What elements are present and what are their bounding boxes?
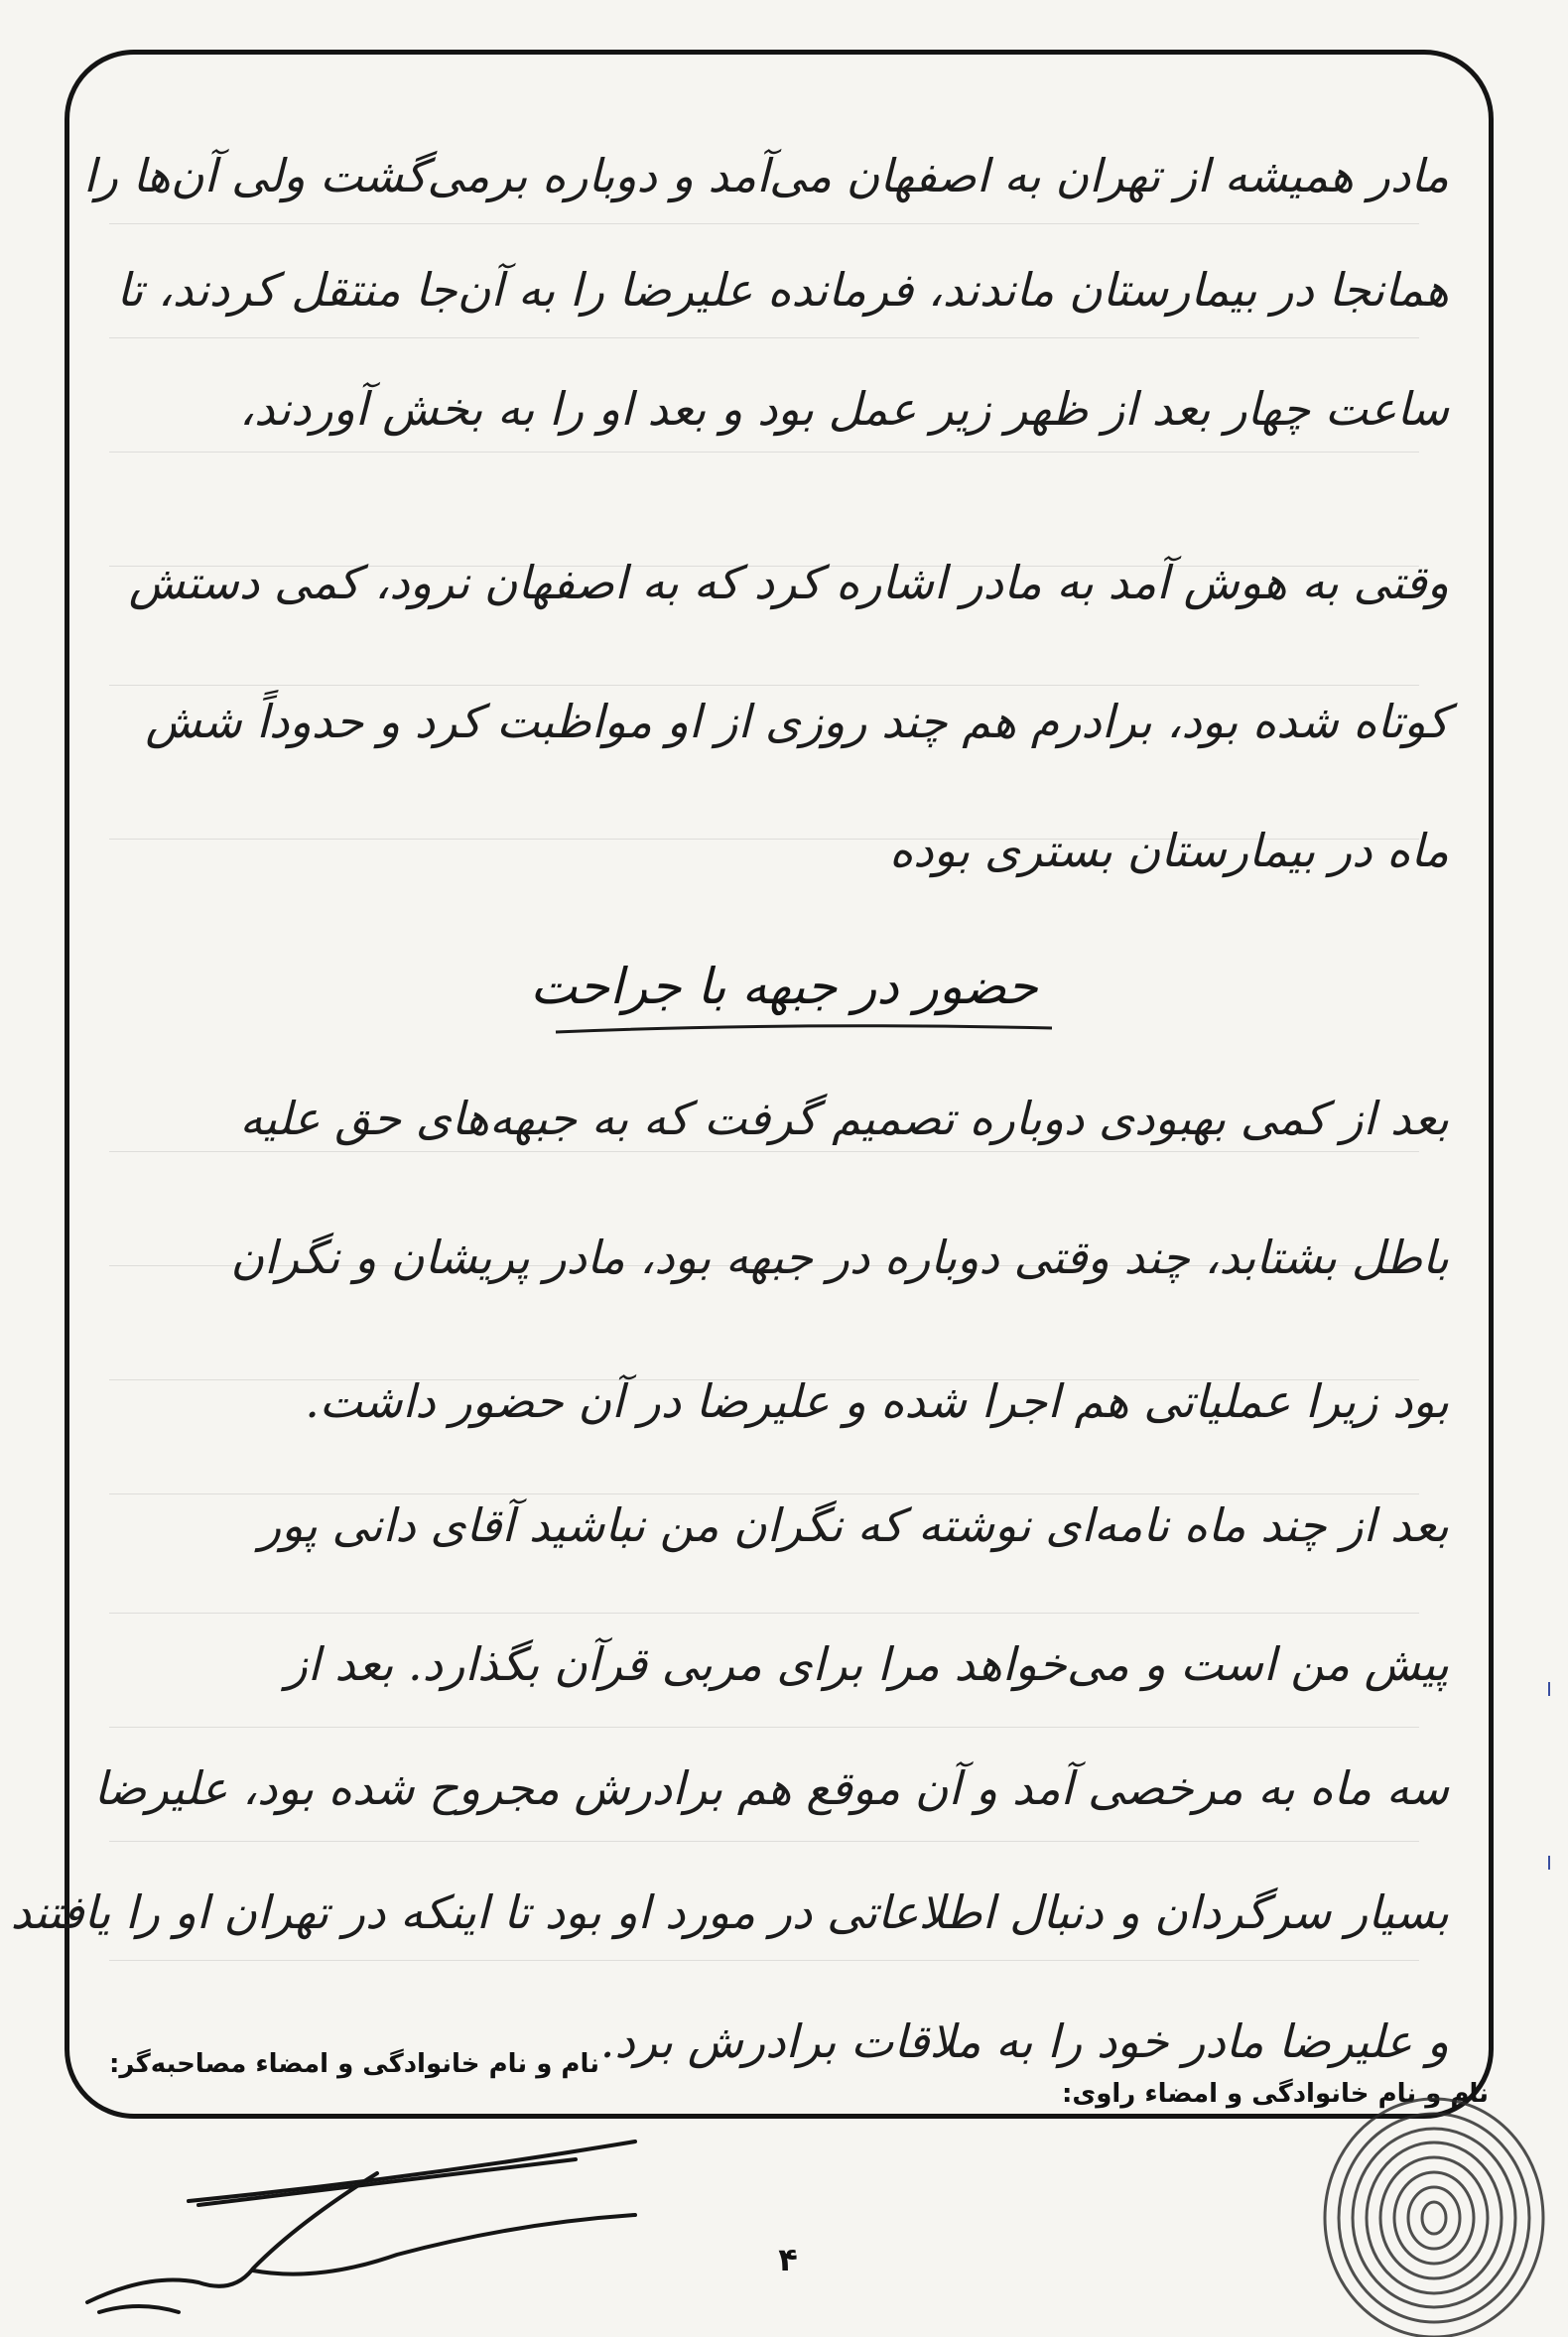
handwritten-line: وقتی به هوش آمد به مادر اشاره کرد که به اصفهان نرود، کمی دستش: [128, 556, 1449, 609]
handwritten-line: کوتاه شده بود، برادرم هم چند روزی از او مواظبت کرد و حدوداً شش: [145, 695, 1449, 748]
handwritten-line: و علیرضا مادر خود را به ملاقات برادرش برد.: [599, 2014, 1449, 2068]
handwritten-line: همانجا در بیمارستان ماندند، فرمانده علیرضا را به آن‌جا منتقل کردند، تا: [116, 263, 1449, 317]
handwritten-line: باطل بشتابد، چند وقتی دوباره در جبهه بود، مادر پریشان و نگران: [230, 1231, 1449, 1284]
page-number: ۴: [778, 2241, 798, 2278]
heading-underline: [556, 1026, 1052, 1032]
handwritten-line: بعد از چند ماه نامه‌ای نوشته که نگران من نباشید آقای دانی پور: [259, 1498, 1449, 1552]
interviewer-signature-label: نام و نام خانوادگی و امضاء مصاحبه‌گر:: [109, 2049, 600, 2079]
handwritten-line: پیش من است و می‌خواهد مرا برای مربی قرآن بگذارد. بعد از: [285, 1637, 1449, 1691]
fingerprint-icon: [1325, 2099, 1543, 2337]
handwritten-line: ماه در بیمارستان بستری بوده: [889, 824, 1449, 877]
interviewer-signature: [87, 2142, 635, 2312]
handwritten-line: بسیار سرگردان و دنبال اطلاعاتی در مورد او بود تا اینکه در تهران او را یافتند: [10, 1885, 1449, 1939]
narrator-signature-label: نام و نام خانوادگی و امضاء راوی:: [1062, 2079, 1489, 2109]
handwritten-line: بود زیرا عملیاتی هم اجرا شده و علیرضا در آن حضور داشت.: [305, 1374, 1449, 1428]
handwritten-line: ساعت چهار بعد از ظهر زیر عمل بود و بعد او را به بخش آوردند،: [239, 382, 1449, 436]
handwritten-line: مادر همیشه از تهران به اصفهان می‌آمد و دوباره برمی‌گشت ولی آن‌ها را: [82, 149, 1449, 202]
handwritten-line: بعد از کمی بهبودی دوباره تصمیم گرفت که به جبهه‌های حق علیه: [239, 1092, 1449, 1145]
section-heading: حضور در جبهه با جراحت: [530, 958, 1038, 1015]
handwritten-line: سه ماه به مرخصی آمد و آن موقع هم برادرش مجروح شده بود، علیرضا: [93, 1761, 1449, 1815]
